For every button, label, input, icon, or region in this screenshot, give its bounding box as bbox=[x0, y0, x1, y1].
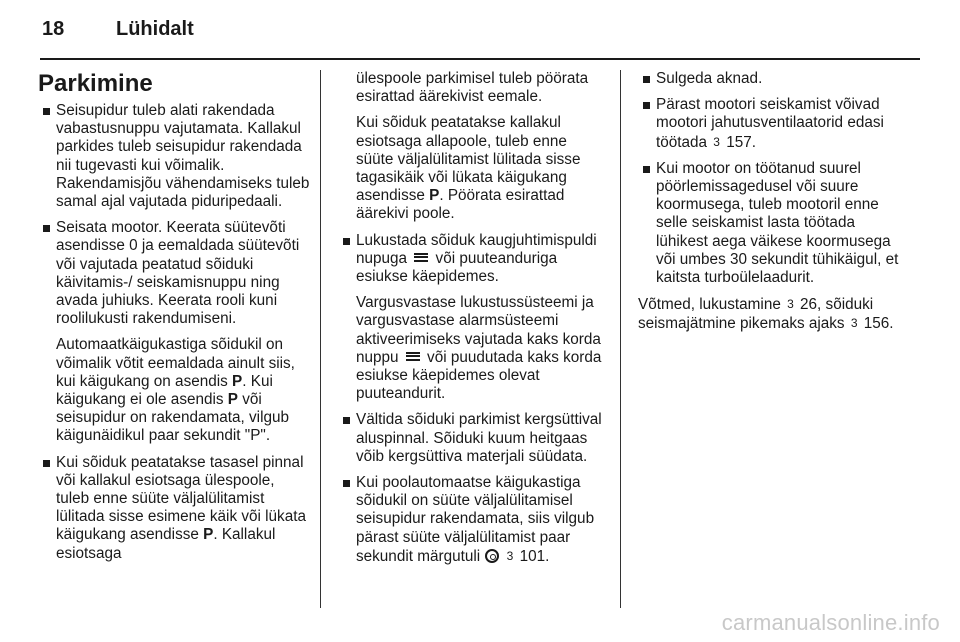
list-item bbox=[638, 160, 906, 287]
lock-button-icon bbox=[406, 352, 420, 361]
text: Automaatkäigukastiga sõidukil on võimalik võtit eemaldada ainult siis, kui käigukang on asendis bbox=[56, 336, 295, 390]
text: Vargusvastase lukustussüsteemi ja vargusvastase alarmsüsteemi aktiveerimiseks vajutada kaks korda nuppu bbox=[356, 294, 601, 366]
list-item bbox=[38, 454, 310, 563]
watermark: carmanualsonline.info bbox=[721, 610, 940, 635]
list-item bbox=[38, 102, 310, 211]
sub-paragraph bbox=[38, 336, 310, 445]
column-3 bbox=[638, 70, 906, 342]
page-ref-arrow-icon: 3 bbox=[506, 548, 514, 563]
text: Vältida sõiduki parkimist kergsüttival aluspinnal. Sõiduki kuum heitgaas võib kergsüttiva materjali süüdata. bbox=[356, 411, 602, 465]
text: 157. bbox=[721, 133, 757, 151]
column-divider bbox=[620, 70, 621, 608]
list-item bbox=[638, 96, 906, 152]
list-item bbox=[38, 219, 310, 328]
gear-p: P bbox=[429, 187, 440, 205]
text: . Kallakul esiotsaga bbox=[56, 526, 276, 562]
list-item bbox=[338, 232, 606, 287]
sub-paragraph bbox=[338, 114, 606, 223]
item-text: Seisata mootor. Keerata süütevõti asendisse 0 ja eemaldada süütevõti või vajutada peatatud sõiduki käivitamis-/ seiskamisnuppu ning avada juhiuks. Keerata rooli kuni roolilukusti rakendumiseni. bbox=[56, 219, 300, 328]
paragraph bbox=[638, 295, 906, 333]
page-ref-arrow-icon: 3 bbox=[713, 134, 720, 149]
list-item bbox=[338, 474, 606, 566]
text: ülespoole parkimisel tuleb pöörata esirattad äärekivist eemale. bbox=[356, 70, 589, 106]
page-ref-arrow-icon: 3 bbox=[787, 297, 794, 312]
text: Lukustada sõiduk kaugjuhtimispuldi nupuga bbox=[356, 231, 597, 267]
page-number: 18 bbox=[42, 18, 65, 40]
text: Võtmed, lukustamine bbox=[638, 296, 786, 314]
text: Pärast mootori seiskamist võivad mootori jahutusventilaatorid edasi töötada bbox=[656, 96, 884, 151]
page-ref-arrow-icon: 3 bbox=[850, 316, 858, 331]
item-text: Seisupidur tuleb alati rakendada vabastusnuppu vajutamata. Kallakul parkides tuleb seisupidur rakendada nii tugevasti kui võimalik. Rakendamisjõu vähendamiseks tuleb samal ajal vajutada piduripedaali. bbox=[56, 102, 310, 211]
sub-paragraph bbox=[338, 294, 606, 403]
column-2 bbox=[338, 70, 606, 574]
lock-button-icon bbox=[414, 253, 428, 262]
gear-p: P bbox=[227, 391, 238, 409]
text: Kui mootor on töötanud suurel pöörlemissagedusel või suure koormusega, tuleb mootoril enne selle seiskamist lasta töötada lühikest aega väikese koormusega või umbes 30 sekundit tühikäigul, et kaitsta turboülelaadurit. bbox=[656, 159, 899, 287]
header-rule bbox=[40, 58, 920, 60]
list-item bbox=[638, 70, 906, 88]
sub-paragraph bbox=[338, 70, 606, 106]
text: . Kui käigukang ei ole asendis bbox=[56, 372, 273, 409]
section-heading: Parkimine bbox=[38, 70, 153, 97]
text: 156. bbox=[859, 315, 894, 333]
gear-p: P bbox=[232, 372, 243, 390]
text: või puuteanduriga esiukse käepidemes. bbox=[356, 249, 558, 286]
text: 26, sõiduki seismajätmine pikemaks ajaks bbox=[638, 296, 874, 333]
text: Sulgeda aknad. bbox=[656, 70, 763, 87]
text: või seisupidur on rakendamata, vilgub käigunäidikul paar sekundit "P". bbox=[56, 391, 289, 445]
column-divider bbox=[320, 70, 321, 608]
text: 101. bbox=[515, 547, 550, 565]
text: . Pöörata esirattad äärekivi poole. bbox=[356, 187, 565, 223]
text: Kui sõiduk peatatakse tasasel pinnal või kallakul esiotsaga ülespoole, tuleb enne süüte väljalülitamist lülitada sisse esimene käik või lükata käigukang asendisse bbox=[56, 453, 306, 544]
column-1 bbox=[38, 70, 310, 571]
warning-light-icon bbox=[485, 549, 499, 563]
text: Kui poolautomaatse käigukastiga sõidukil on süüte väljalülitamisel seisupidur rakendamata, siis vilgub pärast süüte väljalülitamist paar sekundit märgutuli bbox=[356, 474, 595, 565]
list-item bbox=[338, 411, 606, 466]
text: või puudutada kaks korda esiukse käepidemes olevat puuteandurit. bbox=[356, 348, 602, 403]
gear-p: P bbox=[203, 526, 214, 544]
section-title: Lühidalt bbox=[116, 18, 194, 40]
text: Kui sõiduk peatatakse kallakul esiotsaga allapoole, tuleb enne süüte väljalülitamist lülitada sisse tagasikäik või lükata käigukang asendisse bbox=[356, 114, 581, 205]
